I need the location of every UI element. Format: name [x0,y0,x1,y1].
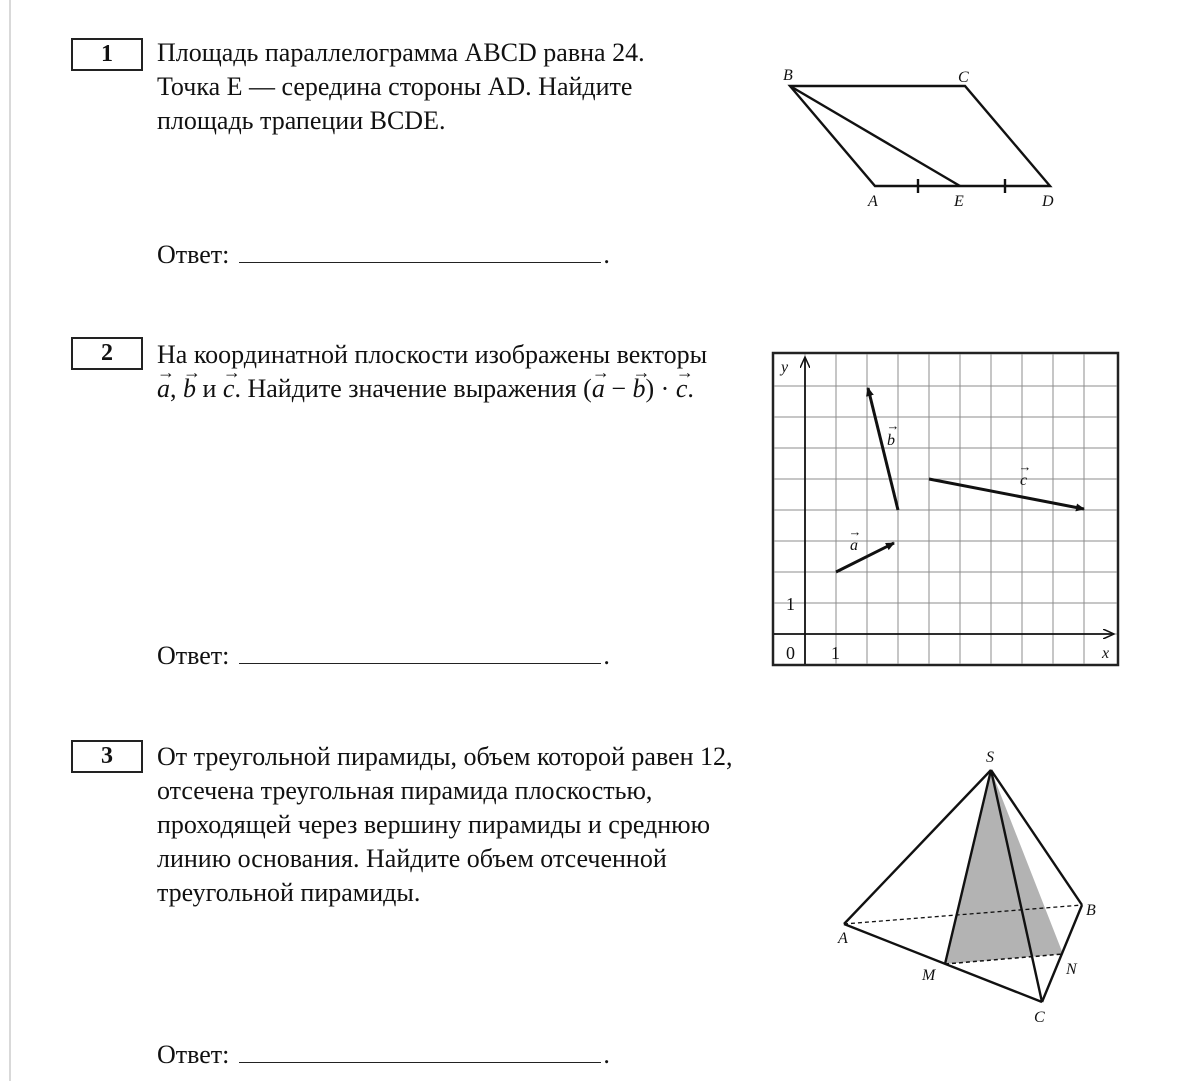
segment-be [790,86,960,186]
pyramid-figure [830,740,1110,1030]
vector-c-label: c [1020,472,1028,489]
answer-input-line[interactable] [239,643,601,664]
task-1-text: Площадь параллелограмма ABCD равна 24. Точка E — середина стороны AD. Найдите площадь трапеции BCDE. [157,38,645,135]
y-unit-label: 1 [786,594,795,614]
grid-frame [773,353,1118,665]
parallelogram-figure [770,60,1070,220]
task-2-answer: Ответ: . [157,641,610,670]
label-e: E [954,193,964,210]
task-2-line-2: → a, → b и → c. Найдите значение выражения (→ a − → b) · → c. [157,372,707,406]
vector-c-symbol-expr: → c [676,372,688,406]
origin-label: 0 [786,643,795,663]
label-c: C [1034,1009,1045,1026]
task-3-answer: Ответ: . [157,1040,610,1069]
svg-text:→: → [848,524,862,539]
task-number-2: 2 [71,337,143,370]
vector-a-symbol-expr: → a [592,372,605,406]
label-a: A [838,930,848,947]
svg-text:→: → [886,418,900,433]
vector-c-symbol: → c [223,372,235,406]
svg-text:→: → [1018,459,1032,474]
task-1-answer: Ответ: . [157,240,610,269]
vector-a-label: a [850,537,858,554]
y-axis-label: y [781,359,789,376]
answer-label: Ответ: [157,641,230,670]
answer-input-line[interactable] [239,1042,601,1063]
label-m: M [922,967,936,984]
vector-a-symbol: → a [157,372,170,406]
task-3-text: От треугольной пирамиды, объем которой равен 12, отсечена треугольная пирамида плоскостью, проходящей через вершину пирамиды и среднюю линию основания. Найдите объем отсеченной треугольной пирамиды. [157,742,733,907]
task-number-1: 1 [71,38,143,71]
x-unit-label: 1 [831,643,840,663]
vector-b-symbol: → b [183,372,196,406]
label-b: B [1086,902,1096,919]
label-s: S [986,749,994,766]
task-number-3: 3 [71,740,143,773]
label-n: N [1066,961,1077,978]
page-edge [9,0,11,1081]
answer-label: Ответ: [157,240,230,269]
task-2-line-1: На координатной плоскости изображены векторы [157,340,708,369]
task-2-text [157,338,707,406]
answer-label: Ответ: [157,1040,230,1069]
vector-b-symbol-expr: → b [632,372,645,406]
label-c: C [958,69,969,86]
vector-b-label: b [887,432,895,449]
label-d: D [1042,193,1054,210]
label-a: A [868,193,878,210]
coordinate-grid-figure [770,350,1122,668]
parallelogram-abcd [790,86,1050,186]
label-b: B [783,67,793,84]
x-axis-label: x [1102,645,1110,662]
answer-input-line[interactable] [239,242,601,263]
